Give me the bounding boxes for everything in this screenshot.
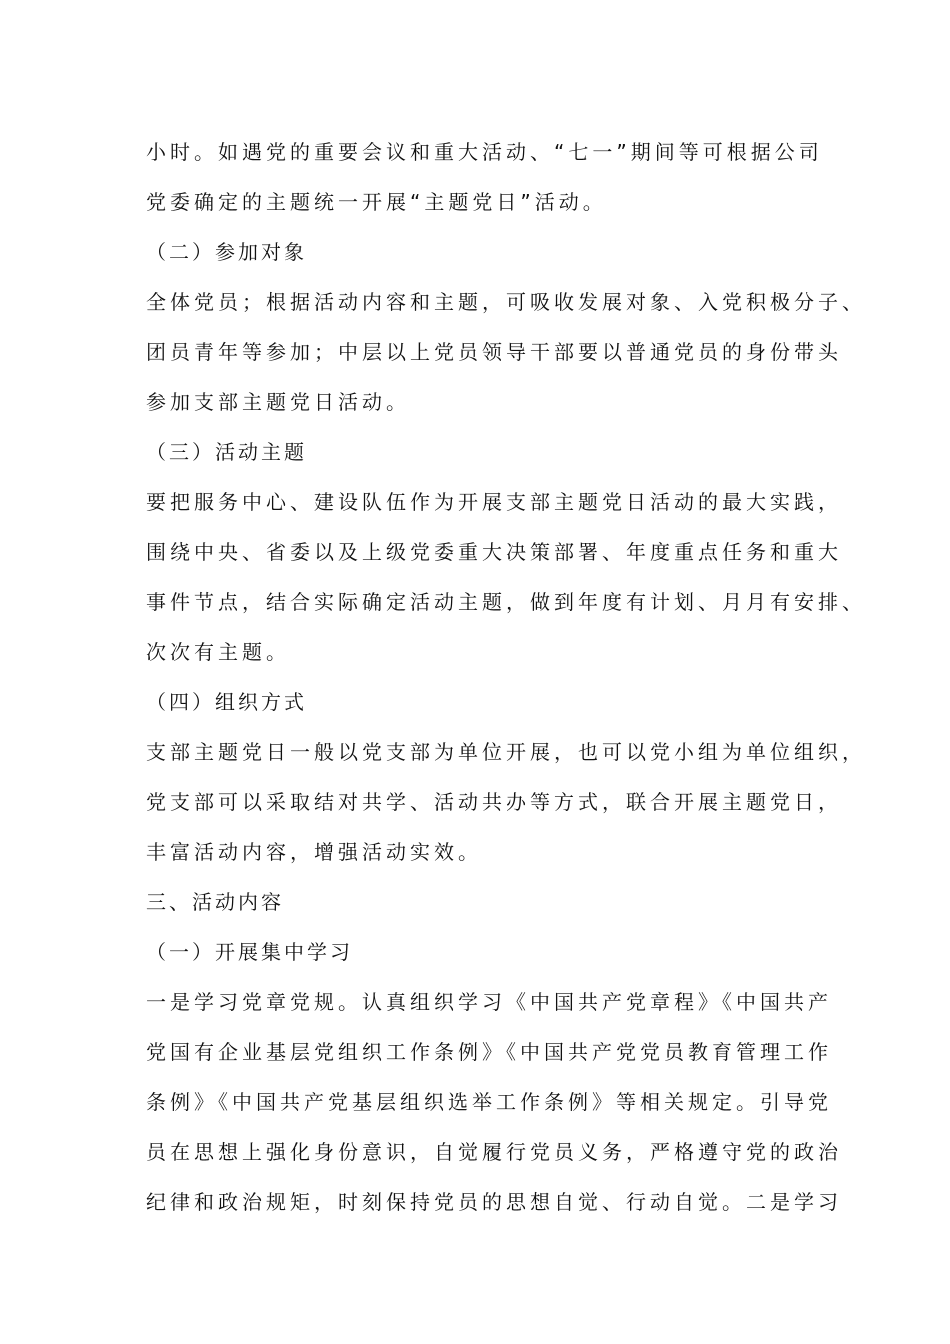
section-subheading: （四）组织方式: [146, 690, 307, 714]
body-text-line: 党支部可以采取结对共学、活动共办等方式，联合开展主题党日，: [146, 790, 842, 814]
body-text-line: 要把服务中心、建设队伍作为开展支部主题党日活动的最大实践，: [146, 490, 842, 514]
body-text-line: 党国有企业基层党组织工作条例》《中国共产党党员教育管理工作: [146, 1040, 832, 1064]
body-text-line: 一是学习党章党规。认真组织学习《中国共产党章程》《中国共产: [146, 990, 832, 1014]
body-text-line: 全体党员；根据活动内容和主题，可吸收发展对象、入党积极分子、: [146, 290, 866, 314]
body-text-line: 支部主题党日一般以党支部为单位开展，也可以党小组为单位组织，: [146, 740, 866, 764]
body-text-line: 参加支部主题党日活动。: [146, 390, 410, 414]
body-text-line: 丰富活动内容，增强活动实效。: [146, 840, 482, 864]
body-text-line: 党委确定的主题统一开展“主题党日”活动。: [146, 190, 607, 214]
body-text-line: 次次有主题。: [146, 640, 290, 664]
body-text-line: 条例》《中国共产党基层组织选举工作条例》等相关规定。引导党: [146, 1090, 832, 1114]
section-heading: 三、活动内容: [146, 890, 284, 914]
body-text-line: 员在思想上强化身份意识，自觉履行党员义务，严格遵守党的政治: [146, 1140, 842, 1164]
section-subheading: （三）活动主题: [146, 440, 307, 464]
body-text-line: 纪律和政治规矩，时刻保持党员的思想自觉、行动自觉。二是学习: [146, 1190, 842, 1214]
body-text-line: 小时。如遇党的重要会议和重大活动、“七一”期间等可根据公司: [146, 140, 823, 164]
section-subheading: （二）参加对象: [146, 240, 307, 264]
body-text-line: 事件节点，结合实际确定活动主题，做到年度有计划、月月有安排、: [146, 590, 866, 614]
body-text-line: 团员青年等参加；中层以上党员领导干部要以普通党员的身份带头: [146, 340, 842, 364]
section-subheading: （一）开展集中学习: [146, 940, 353, 964]
body-text-line: 围绕中央、省委以及上级党委重大决策部署、年度重点任务和重大: [146, 540, 842, 564]
